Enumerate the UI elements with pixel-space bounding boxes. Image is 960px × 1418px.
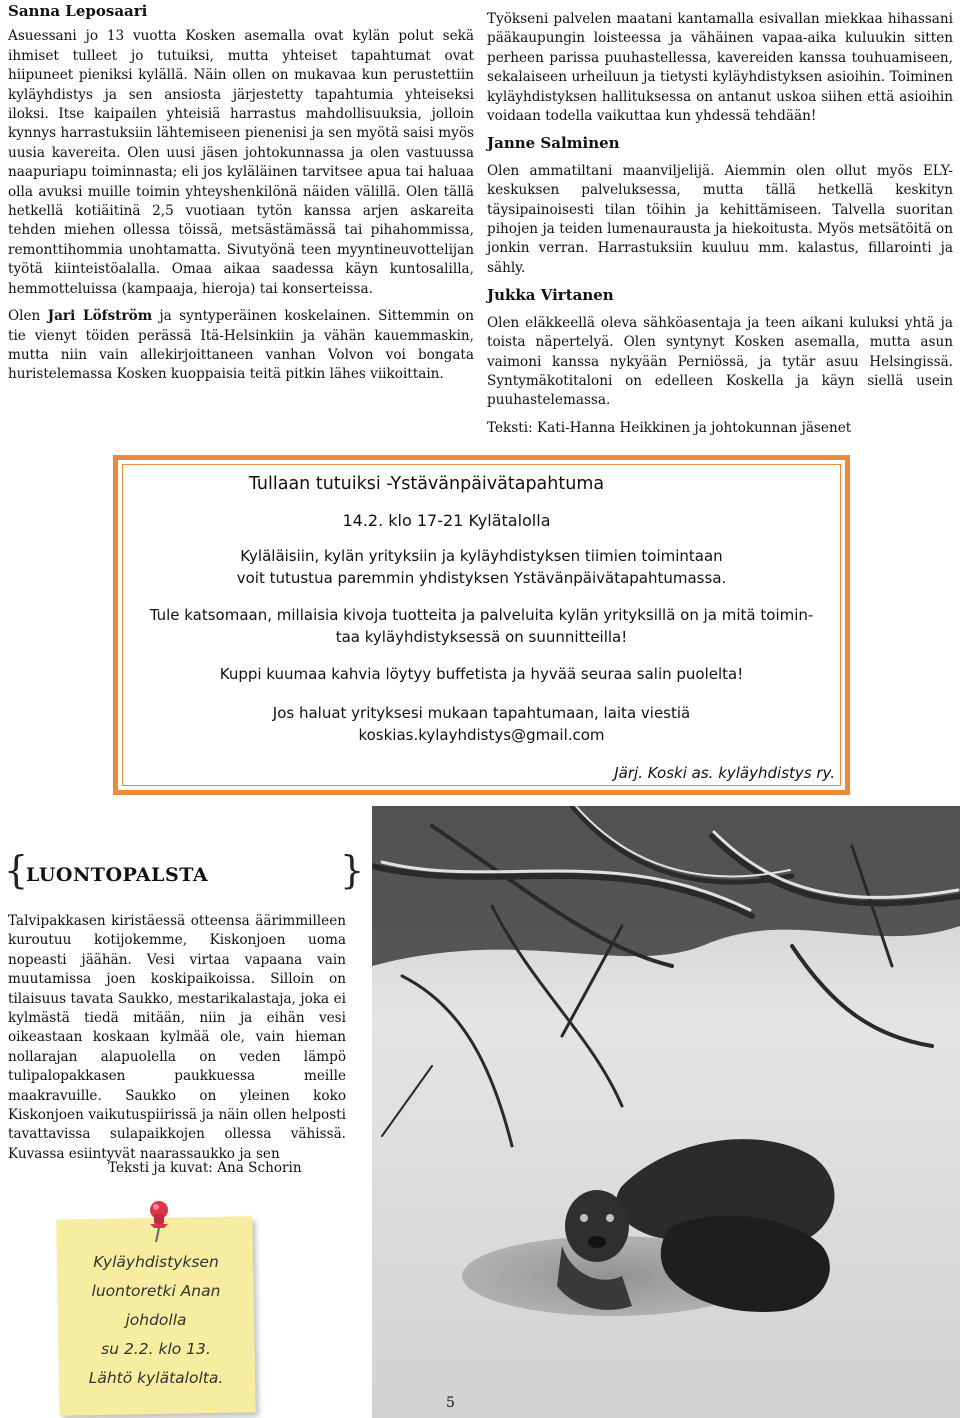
text-credit: Teksti: Kati-Hanna Heikkinen ja johtokunnan jäsenet — [487, 419, 852, 436]
event-date: 14.2. klo 17-21 Kylätalolla — [342, 511, 551, 530]
event-email-link[interactable]: koskias.kylayhdistys@gmail.com — [358, 726, 605, 744]
person-heading: Jukka Virtanen — [487, 286, 614, 305]
paragraph: Olen ammatiltani maanviljelijä. Aiemmin olen ollut myös ELY-keskuksen palveluksessa, mutta tällä hetkellä keskityn täysipainoisesti tilan töihin ja kehittämiseen. Talvella suoritan pihojen ja teiden lumenaurausta ja hiekoitusta. Myös metsätöitä on jonkin verran. Harrastuksiin kuuluu mm. kalastus, fillarointi ja sähly. — [487, 162, 953, 276]
right-column — [487, 10, 953, 446]
note-line: su 2.2. klo 13. — [101, 1340, 211, 1358]
sticky-note-text — [66, 1248, 246, 1393]
note-line: luontoretki Anan — [91, 1282, 221, 1300]
right-brace-icon: } — [340, 848, 365, 892]
event-signature: Järj. Koski as. kyläyhdistys ry. — [614, 764, 835, 782]
event-text — [118, 604, 845, 648]
event-text — [118, 702, 845, 746]
left-column — [8, 2, 474, 393]
note-line: Kyläyhdistyksen — [93, 1253, 219, 1271]
section-title: LUONTOPALSTA — [26, 864, 209, 886]
push-pin-icon — [142, 1200, 176, 1244]
event-text — [118, 545, 845, 589]
person-name: Jari Löfström — [47, 308, 153, 325]
event-line: taa kyläyhdistyksessä on suunnitteilla! — [335, 628, 628, 646]
nature-article-text: Talvipakkasen kiristäessä otteensa äärimmilleen kuroutuu kotijokemme, Kiskonjoen uoma nopeasti jäähän. Vesi virtaa vapaana vain muutamissa joen koskipaikoissa. Silloin on tilaisuus tavata Saukko, mestarikalastaja, joka ei kylmästä tiedä mitään, niin ja eihän vesi oikeastaan koskaan kylmää ole, vain hieman nollarajan alapuolella on veden lämpö tulipalopakkasen paukkuessa meille maakravuille. Saukko on yleinen koko Kiskonjoen vaikutuspiirissä ja näin ollen helposti tavattavissa sulapaikkojen ollessa vähissä. Kuvassa esiintyvät naarassaukko ja sen — [8, 913, 346, 1162]
note-line: johdolla — [125, 1311, 187, 1329]
otter-photo — [372, 806, 960, 1418]
event-line: voit tutustua paremmin yhdistyksen Ystävänpäivätapahtumassa. — [236, 569, 727, 587]
paragraph: Työkseni palvelen maatani kantamalla esivallan miekkaa hihassani pääkaupungin loisteessa ja vähäinen vapaa-aika kuluukin sitten perheen parissa puuhastellessa, kavereiden kanssa touhuamiseen, sekalaiseen urheiluun ja tietysti kyläyhdistyksen asioihin. Toiminen kyläyhdistyksen hallituksessa on antanut uskoa siihen että asioihin voidaan todella vaikuttaa kun yhdessä tehdään! — [487, 11, 953, 125]
event-title: Tullaan tutuiksi -Ystävänpäivätapahtuma — [248, 474, 605, 494]
left-brace-icon: { — [4, 848, 29, 892]
event-line: Kyläläisiin, kylän yrityksiin ja kyläyhdistyksen tiimien toimintaan — [240, 547, 723, 565]
paragraph — [8, 307, 474, 385]
event-announcement-box — [113, 455, 850, 795]
author-heading: Sanna Leposaari — [8, 2, 148, 20]
page-number: 5 — [446, 1395, 455, 1411]
note-line: Lähtö kylätalolta. — [88, 1369, 224, 1387]
event-line: Jos haluat yrityksesi mukaan tapahtumaan, laita viestiä — [272, 704, 691, 722]
event-line: Tule katsomaan, millaisia kivoja tuotteita ja palveluita kylän yrityksillä on ja mitä toimin- — [149, 606, 814, 624]
nature-section-header — [4, 850, 364, 896]
sticky-note — [58, 1218, 254, 1414]
paragraph: Olen eläkkeellä oleva sähköasentaja ja teen aikani kuluksi yhtä ja toista näpertelyä. Olen syntynyt Kosken asemalla, mutta asun vaimoni kanssa nykyään Perniössä, ja tytär asuu Helsingissä. Syntymäkotitaloni on edelleen Koskella ja käyn siellä usein puuhastelemassa. — [487, 314, 953, 409]
event-line: Kuppi kuumaa kahvia löytyy buffetista ja hyvää seuraa salin puolelta! — [219, 665, 744, 683]
text-run: ja syntyperäinen koskelainen. Sittemmin on tie vienyt töiden perässä Itä-Helsinkiin ja vähän kauemmaskin, mutta niin vain allekirjoittaneen vanhan Volvon voi bongata huristelemassa Kosken kuoppaisia teitä pitkin lähes viikoittain. — [8, 308, 474, 383]
person-heading: Janne Salminen — [487, 134, 620, 153]
text-run: Olen — [8, 308, 48, 325]
photo-credit: Teksti ja kuvat: Ana Schorin — [108, 1160, 302, 1176]
paragraph: Asuessani jo 13 vuotta Kosken asemalla ovat kylän polut sekä ihmiset tulleet jo tutuiksi, mutta yhteiset tapahtumat ovat hiipuneet pieniksi kylällä. Näin ollen on mukavaa kun perustettiin kyläyhdistys ja sen ansiosta järjestetty tapahtumia yhteiseksi iloksi. Itse kaipailen yhteisiä harrastus mahdollisuuksia, jolloin kynnys harrastuksiin lähtemiseen pienenisi ja sen myötä saisi myös uusia kavereita. Olen uusi jäsen johtokunnassa ja olen vastuussa naapuriapu toiminnasta; eli jos kyläläinen tarvitsee apua tai haluaa olla avuksi muille toimin yhteyshenkilönä näiden välillä. Olen tällä hetkellä kotiäitinä 2,5 vuotiaan tytön kanssa arjen askareita tehden miehen ollessa töissä, metsästämässä tai pihahommissa, remonttihommia unohtamatta. Sivutyönä teen myyntineuvottelijan työtä kiinteistöalalla. Omaa aikaa saadessa käyn kuntosalilla, hemmotteluissa (kampaaja, hieroja) tai konserteissa. — [8, 28, 474, 297]
